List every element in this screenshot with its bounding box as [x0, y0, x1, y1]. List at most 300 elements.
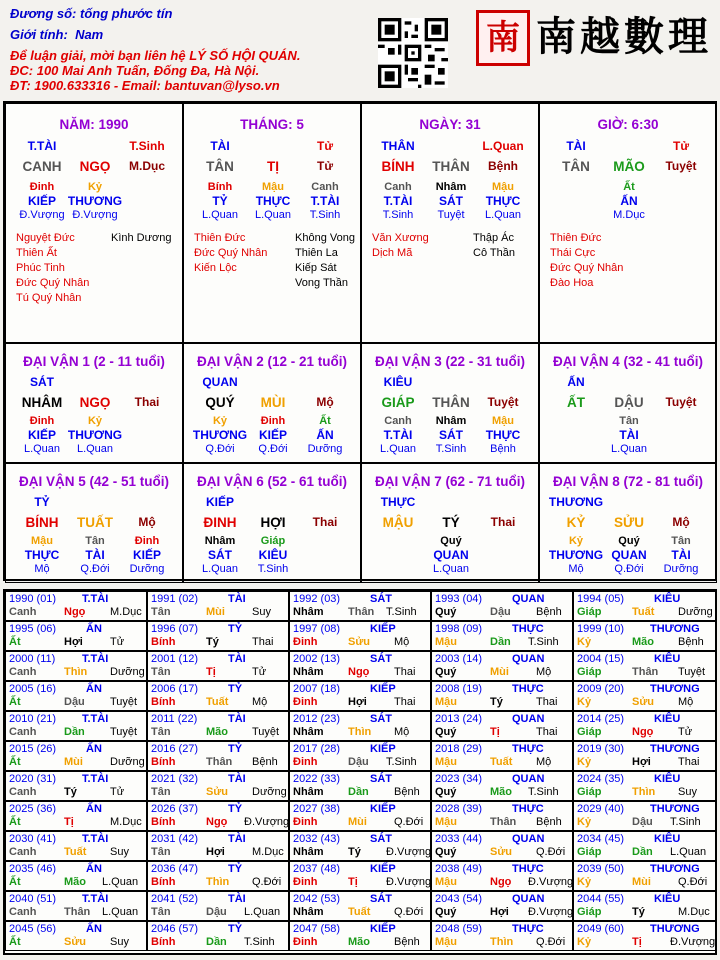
year-cell[interactable]: [5, 831, 147, 861]
year-ten-god: T.TÀI: [82, 773, 109, 785]
dai-van-ten-god: THƯƠNG: [548, 495, 604, 509]
hidden-stem: Kỷ: [87, 181, 103, 193]
hidden-stage: L.Quan: [76, 443, 114, 455]
year-label: 2043 (54): [435, 893, 483, 905]
year-label: 2028 (39): [435, 803, 483, 815]
hidden-ten-god: SÁT: [439, 194, 463, 208]
year-stage: Q.Đới: [252, 876, 282, 888]
year-cell[interactable]: [147, 741, 289, 771]
year-cell[interactable]: [289, 621, 431, 651]
year-label: 2034 (45): [577, 833, 625, 845]
year-cell[interactable]: [573, 771, 717, 801]
year-label: 2032 (43): [293, 833, 341, 845]
year-stem: Quý: [435, 846, 457, 858]
hidden-stem: Canh: [384, 181, 412, 193]
year-ten-god: THỰC: [512, 623, 544, 635]
year-cell[interactable]: [431, 861, 573, 891]
hidden-ten-god: THƯƠNG: [67, 428, 123, 442]
year-branch: Thân: [64, 906, 91, 918]
year-stem: Quý: [435, 786, 457, 798]
year-ten-god: KIẾP: [370, 923, 396, 935]
year-ten-god: KIÊU: [654, 593, 681, 605]
year-cell[interactable]: [5, 771, 147, 801]
year-label: 1990 (01): [9, 593, 57, 605]
hidden-stem: Canh: [311, 181, 339, 193]
year-cell[interactable]: [431, 801, 573, 831]
dai-van-cell-3[interactable]: [361, 343, 539, 463]
year-ten-god: SÁT: [370, 893, 392, 905]
year-ten-god: QUAN: [512, 893, 545, 905]
year-stage: Bệnh: [536, 816, 562, 828]
year-ten-god: ẤN: [86, 863, 102, 875]
year-stage: Q.Đới: [536, 846, 566, 858]
year-cell[interactable]: [289, 801, 431, 831]
year-stem: Canh: [9, 906, 37, 918]
year-cell[interactable]: [5, 891, 147, 921]
year-ten-god: T.TÀI: [82, 713, 109, 725]
dai-van-stem: GIÁP: [381, 395, 415, 410]
year-stage: Thai: [394, 666, 416, 678]
year-label: 2045 (56): [9, 923, 57, 935]
year-cell[interactable]: [431, 921, 573, 951]
year-stem: Bính: [151, 756, 176, 768]
year-cell[interactable]: [573, 831, 717, 861]
star-good: Văn Xương: [372, 232, 429, 244]
year-ten-god: TỶ: [228, 923, 243, 935]
year-cell[interactable]: [431, 621, 573, 651]
year-label: 2038 (49): [435, 863, 483, 875]
gender-line: Giới tính: Nam: [10, 27, 104, 42]
year-label: 2036 (47): [151, 863, 199, 875]
year-cell[interactable]: [573, 591, 717, 621]
hidden-stage: T.Sinh: [257, 563, 289, 575]
year-branch: Thìn: [348, 726, 372, 738]
hidden-stem: Mậu: [492, 415, 514, 427]
pillar-cell-2[interactable]: [361, 103, 539, 343]
year-cell[interactable]: [289, 711, 431, 741]
year-stage: M.Dục: [110, 816, 142, 828]
year-stage: Dưỡng: [110, 666, 145, 678]
year-cell[interactable]: [147, 861, 289, 891]
hidden-stage: Mộ: [568, 563, 584, 575]
year-branch: Sửu: [632, 696, 655, 708]
year-cell[interactable]: [289, 681, 431, 711]
ten-god-right: L.Quan: [482, 139, 524, 153]
year-cell[interactable]: [147, 831, 289, 861]
year-stage: Suy: [252, 606, 271, 618]
year-ten-god: KIÊU: [654, 773, 681, 785]
year-cell[interactable]: [147, 771, 289, 801]
year-label: 2017 (28): [293, 743, 341, 755]
year-branch: Mùi: [632, 876, 651, 888]
dai-van-title: ĐẠI VẬN 2 (12 - 21 tuổi): [196, 354, 348, 369]
year-branch: Dần: [206, 936, 227, 948]
ten-god-right: T.Sinh: [129, 139, 165, 153]
year-stage: T.Sinh: [528, 636, 559, 648]
year-cell[interactable]: [431, 681, 573, 711]
contact-line-3: ĐT: 1900.633316 - Email: bantuvan@lyso.vn: [10, 78, 280, 93]
dai-van-cell-6[interactable]: [183, 463, 361, 583]
dai-van-stem: KỶ: [566, 515, 586, 530]
year-cell[interactable]: [431, 711, 573, 741]
hidden-ten-god: THỰC: [485, 428, 521, 442]
dai-van-stage: Thai: [134, 395, 160, 409]
hidden-stage: T.Sinh: [382, 209, 414, 221]
contact-line-1: Để luận giải, mời bạn liên hệ LÝ SỐ HỘI QUÁN.: [10, 48, 301, 63]
year-label: 2002 (13): [293, 653, 341, 665]
year-branch: Mão: [632, 636, 654, 648]
hidden-stage: L.Quan: [201, 209, 239, 221]
dai-van-stage: Mộ: [138, 515, 156, 529]
year-stem: Ất: [9, 696, 21, 708]
year-ten-god: T.TÀI: [82, 653, 109, 665]
year-label: 2015 (26): [9, 743, 57, 755]
star-good: Đào Hoa: [550, 277, 594, 289]
dai-van-ten-god: ẤN: [567, 375, 585, 389]
ten-god-left: TÀI: [210, 139, 230, 153]
year-label: 2042 (53): [293, 893, 341, 905]
star-good: Thiên Đức: [550, 232, 602, 244]
year-stem: Ất: [9, 756, 21, 768]
year-label: 2007 (18): [293, 683, 341, 695]
year-stage: Tuyệt: [252, 726, 280, 738]
year-label: 2047 (58): [293, 923, 341, 935]
year-cell[interactable]: [147, 621, 289, 651]
year-branch: Mùi: [206, 606, 225, 618]
year-ten-god: ẤN: [86, 743, 102, 755]
year-stem: Bính: [151, 816, 176, 828]
dai-van-stem: ẤT: [567, 395, 585, 410]
year-stem: Tân: [151, 726, 171, 738]
dai-van-title: ĐẠI VẬN 6 (52 - 61 tuổi): [196, 474, 348, 489]
year-cell[interactable]: [147, 891, 289, 921]
year-cell[interactable]: [5, 621, 147, 651]
dai-van-stem: ĐINH: [203, 515, 237, 530]
year-label: 2031 (42): [151, 833, 199, 845]
year-branch: Thìn: [490, 936, 514, 948]
hidden-stage: L.Quan: [610, 443, 648, 455]
year-branch: Thân: [348, 606, 375, 618]
year-label: 1993 (04): [435, 593, 483, 605]
year-ten-god: KIÊU: [654, 653, 681, 665]
hidden-stem: Canh: [384, 415, 412, 427]
year-branch: Dậu: [206, 906, 227, 918]
dai-van-branch: TUẤT: [77, 515, 113, 530]
hidden-stem: Tân: [619, 415, 639, 427]
year-branch: Tý: [632, 906, 645, 918]
year-label: 2010 (21): [9, 713, 57, 725]
year-branch: Dậu: [64, 696, 85, 708]
year-cell[interactable]: [573, 921, 717, 951]
year-label: 2014 (25): [577, 713, 625, 725]
hidden-stage: Mộ: [34, 563, 50, 575]
hidden-stage: L.Quan: [484, 209, 522, 221]
year-cell[interactable]: [289, 861, 431, 891]
earthly-branch: THÂN: [432, 159, 470, 174]
year-ten-god: TÀI: [228, 593, 246, 605]
dai-van-branch: HỢI: [260, 515, 286, 530]
dai-van-stage: Mộ: [672, 515, 690, 529]
year-ten-god: TÀI: [228, 833, 246, 845]
year-ten-god: THỰC: [512, 683, 544, 695]
year-cell[interactable]: [5, 741, 147, 771]
ten-god-left: THÂN: [381, 139, 415, 153]
dai-van-cell-1[interactable]: [5, 343, 183, 463]
year-branch: Tý: [64, 786, 77, 798]
year-cell[interactable]: [5, 861, 147, 891]
dai-van-stem: NHÂM: [21, 395, 63, 410]
year-stem: Đinh: [293, 816, 318, 828]
year-cell[interactable]: [289, 891, 431, 921]
year-branch: Mão: [64, 876, 86, 888]
year-cell[interactable]: [147, 921, 289, 951]
year-stem: Quý: [435, 906, 457, 918]
year-stage: Đ.Vượng: [528, 906, 574, 918]
year-cell[interactable]: [431, 771, 573, 801]
hidden-stage: Dưỡng: [129, 563, 165, 575]
year-label: 1991 (02): [151, 593, 199, 605]
hidden-stage: Q.Đới: [80, 563, 110, 575]
dai-van-cell-8[interactable]: [539, 463, 717, 583]
year-stage: T.Sinh: [386, 756, 417, 768]
year-label: 2005 (16): [9, 683, 57, 695]
hidden-stem: Nhâm: [435, 415, 467, 427]
year-label: 1994 (05): [577, 593, 625, 605]
hidden-stem: Đinh: [29, 415, 55, 427]
hidden-stem: Đinh: [260, 415, 286, 427]
star-good: Tú Quý Nhân: [16, 292, 82, 304]
year-cell[interactable]: [573, 621, 717, 651]
year-cell[interactable]: [5, 591, 147, 621]
dai-van-title: ĐẠI VẬN 8 (72 - 81 tuổi): [552, 474, 704, 489]
hidden-stem: Kỷ: [212, 415, 228, 427]
year-branch: Tuất: [348, 906, 371, 918]
hidden-ten-god: THƯƠNG: [548, 548, 604, 562]
year-cell[interactable]: [147, 651, 289, 681]
year-label: 2040 (51): [9, 893, 57, 905]
year-stem: Ất: [9, 636, 21, 648]
year-stage: T.Sinh: [670, 816, 701, 828]
year-ten-god: TỶ: [228, 743, 243, 755]
year-cell[interactable]: [5, 801, 147, 831]
dai-van-branch: MÙI: [260, 395, 286, 410]
pillar-cell-0[interactable]: [5, 103, 183, 343]
year-branch: Sửu: [206, 786, 229, 798]
year-cell[interactable]: [5, 651, 147, 681]
year-stage: Tử: [110, 636, 125, 648]
qr-code-icon[interactable]: [378, 18, 448, 88]
life-stage: Tuyệt: [665, 159, 697, 173]
year-stem: Tân: [151, 606, 171, 618]
owner-line: Đương số: tống phước tín: [10, 6, 173, 21]
earthly-branch: NGỌ: [79, 159, 111, 174]
year-branch: Tý: [206, 636, 219, 648]
year-cell[interactable]: [5, 711, 147, 741]
hidden-stage: Tuyệt: [437, 209, 465, 221]
year-stage: Bệnh: [536, 606, 562, 618]
hidden-ten-god: QUAN: [433, 548, 469, 562]
year-stem: Canh: [9, 846, 37, 858]
dai-van-title: ĐẠI VẬN 3 (22 - 31 tuổi): [374, 354, 526, 369]
hidden-stem: Ất: [623, 181, 635, 193]
star-good: Đức Quý Nhân: [550, 262, 624, 274]
year-cell[interactable]: [431, 591, 573, 621]
year-stem: Kỷ: [577, 816, 592, 828]
dai-van-title: ĐẠI VẬN 4 (32 - 41 tuổi): [552, 354, 704, 369]
life-stage: Tử: [316, 159, 334, 173]
hidden-stage: L.Quan: [379, 443, 417, 455]
year-stem: Mậu: [435, 876, 457, 888]
hidden-ten-god: THƯƠNG: [67, 194, 123, 208]
year-cell[interactable]: [147, 591, 289, 621]
hidden-stage: Đ.Vượng: [72, 209, 118, 221]
pillar-cell-1[interactable]: [183, 103, 361, 343]
year-stage: T.Sinh: [386, 606, 417, 618]
year-cell[interactable]: [573, 891, 717, 921]
year-ten-god: KIÊU: [654, 713, 681, 725]
year-label: 1995 (06): [9, 623, 57, 635]
year-label: 2025 (36): [9, 803, 57, 815]
dai-van-cell-7[interactable]: [361, 463, 539, 583]
year-stage: Q.Đới: [678, 876, 708, 888]
year-stage: Thai: [678, 756, 700, 768]
year-stage: Suy: [110, 936, 129, 948]
year-stage: Tuyệt: [110, 726, 138, 738]
year-stem: Đinh: [293, 936, 318, 948]
year-ten-god: QUAN: [512, 833, 545, 845]
year-ten-god: SÁT: [370, 713, 392, 725]
year-branch: Mão: [206, 726, 228, 738]
year-branch: Tị: [348, 876, 358, 888]
heavenly-stem: BÍNH: [381, 159, 415, 174]
year-branch: Ngọ: [632, 726, 654, 738]
year-stem: Canh: [9, 606, 37, 618]
year-stage: Bệnh: [678, 636, 704, 648]
hidden-stem: Giáp: [260, 535, 286, 547]
year-label: 2020 (31): [9, 773, 57, 785]
hidden-stem: Nhâm: [204, 535, 236, 547]
year-stem: Canh: [9, 666, 37, 678]
year-cell[interactable]: [147, 801, 289, 831]
year-label: 2001 (12): [151, 653, 199, 665]
year-cell[interactable]: [573, 741, 717, 771]
heavenly-stem: TÂN: [206, 159, 234, 174]
year-branch: Thân: [206, 756, 233, 768]
year-stem: Đinh: [293, 636, 318, 648]
year-branch: Mão: [490, 786, 512, 798]
year-cell[interactable]: [573, 861, 717, 891]
dai-van-cell-4[interactable]: [539, 343, 717, 463]
year-cell[interactable]: [289, 591, 431, 621]
year-stage: Tuyệt: [678, 666, 706, 678]
year-cell[interactable]: [573, 681, 717, 711]
dai-van-branch: DẬU: [614, 395, 644, 410]
dai-van-ten-god: SÁT: [30, 375, 54, 389]
year-cell[interactable]: [431, 891, 573, 921]
hidden-ten-god: KIẾP: [258, 428, 288, 442]
year-branch: Dần: [490, 636, 511, 648]
year-branch: Mùi: [348, 816, 367, 828]
dai-van-cell-5[interactable]: [5, 463, 183, 583]
year-stage: Suy: [110, 846, 129, 858]
year-stem: Giáp: [577, 666, 602, 678]
hidden-ten-god: THỰC: [24, 548, 60, 562]
year-cell[interactable]: [147, 711, 289, 741]
star-good: Kiến Lộc: [194, 262, 237, 274]
year-cell[interactable]: [431, 651, 573, 681]
year-stage: Tử: [252, 666, 267, 678]
year-label: 2009 (20): [577, 683, 625, 695]
year-stage: Đ.Vượng: [386, 876, 432, 888]
year-stage: Dưỡng: [252, 786, 287, 798]
year-cell[interactable]: [573, 711, 717, 741]
year-cell[interactable]: [5, 681, 147, 711]
year-ten-god: T.TÀI: [82, 593, 109, 605]
year-cell[interactable]: [289, 921, 431, 951]
year-branch: Dậu: [490, 606, 511, 618]
seal-stamp: 南: [476, 10, 530, 66]
year-cell[interactable]: [147, 681, 289, 711]
year-branch: Dần: [64, 726, 85, 738]
year-branch: Sửu: [64, 936, 87, 948]
year-label: 1996 (07): [151, 623, 199, 635]
dai-van-stem: MẬU: [382, 515, 414, 530]
chart-grid: [3, 101, 717, 581]
year-ten-god: T.TÀI: [82, 893, 109, 905]
year-branch: Hợi: [348, 696, 367, 708]
year-label: 2033 (44): [435, 833, 483, 845]
year-ten-god: KIẾP: [370, 683, 396, 695]
year-cell[interactable]: [431, 741, 573, 771]
star-bad: Thập Ác: [473, 232, 514, 244]
hidden-ten-god: KIẾP: [27, 428, 57, 442]
hidden-ten-god: ẤN: [316, 428, 334, 442]
year-branch: Hợi: [206, 846, 225, 858]
hidden-stage: Q.Đới: [614, 563, 644, 575]
year-cell[interactable]: [289, 831, 431, 861]
year-label: 2003 (14): [435, 653, 483, 665]
year-stage: Bệnh: [394, 936, 420, 948]
year-cell[interactable]: [431, 831, 573, 861]
star-bad: Vong Thần: [295, 277, 349, 289]
year-stage: Q.Đới: [394, 906, 424, 918]
year-cell[interactable]: [289, 651, 431, 681]
hidden-stage: L.Quan: [254, 209, 292, 221]
year-stage: Mộ: [394, 726, 410, 738]
hidden-stage: T.Sinh: [309, 209, 341, 221]
year-ten-god: KIẾP: [370, 803, 396, 815]
year-label: 2008 (19): [435, 683, 483, 695]
year-cell[interactable]: [5, 921, 147, 951]
star-bad: Kình Dương: [111, 232, 172, 244]
year-ten-god: ẤN: [86, 623, 102, 635]
heavenly-stem: TÂN: [562, 159, 590, 174]
dai-van-cell-2[interactable]: [183, 343, 361, 463]
hidden-ten-god: ẤN: [620, 194, 638, 208]
year-stem: Mậu: [435, 756, 457, 768]
year-cell[interactable]: [289, 771, 431, 801]
year-cell[interactable]: [573, 651, 717, 681]
year-ten-god: SÁT: [370, 833, 392, 845]
dai-van-stage: Tuyệt: [665, 395, 697, 409]
hidden-ten-god: T.TÀI: [383, 194, 413, 208]
year-stage: Tuyệt: [110, 696, 138, 708]
year-cell[interactable]: [573, 801, 717, 831]
year-stage: Mộ: [252, 696, 268, 708]
year-cell[interactable]: [289, 741, 431, 771]
year-stem: Bính: [151, 876, 176, 888]
pillar-cell-3[interactable]: [539, 103, 717, 343]
